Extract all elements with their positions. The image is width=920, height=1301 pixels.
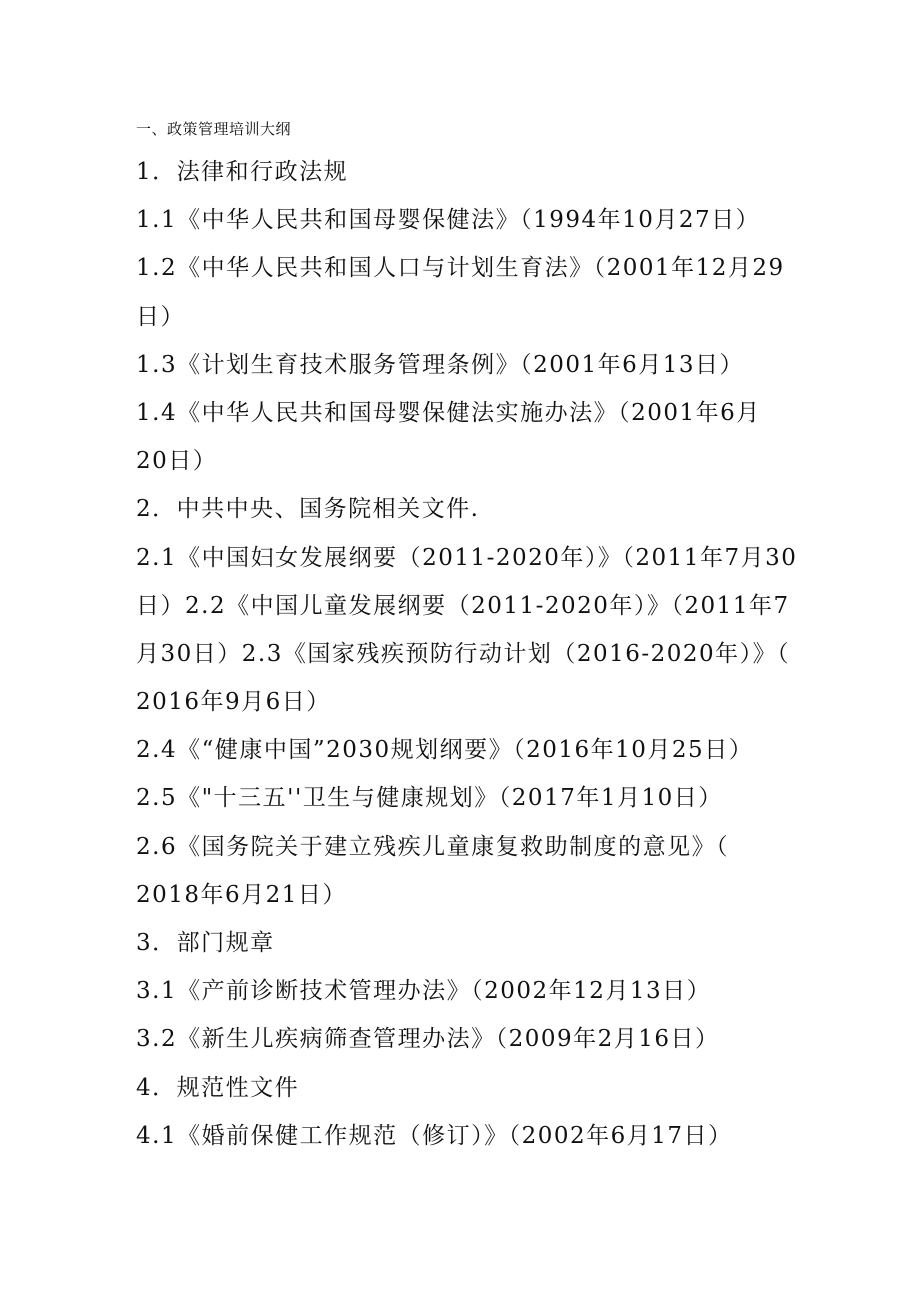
section-4-title: 4．规范性文件 [136,1074,300,1101]
text-line: 2018年6月21日） [136,881,347,908]
text-line: 2.4《“健康中国”2030规划纲要》（2016年10月25日） [136,737,754,764]
section-3-title: 3．部门规章 [136,930,275,956]
text-line: 1.3《计划生育技术服务管理条例》（2001年6月13日） [136,351,745,378]
text-line: 月30日）2.3《国家残疾预防行动计划（2016-2020年）》（ [136,640,791,667]
text-line: 1.4《中华人民共和国母婴保健法实施办法》（2001年6月 [136,399,761,426]
text-line: 3.1《产前诊断技术管理办法》（2002年12月13日） [136,978,712,1005]
section-1-title: 1．法律和行政法规 [136,159,349,185]
text-line: 2016年9月6日） [136,689,331,716]
text-line: 20日） [136,448,218,475]
outline-body [136,148,796,1160]
text-line: 日） [136,303,185,330]
outline-heading: 一、政策管理培训大纲 [136,120,292,138]
text-line: 2.1《中国妇女发展纲要（2011-2020年）》（2011年7月30 [136,544,798,571]
text-line: 2.6《国务院关于建立残疾儿童康复救助制度的意见》（ [136,833,730,860]
text-line: 日）2.2《中国儿童发展纲要（2011-2020年）》（2011年7 [136,592,790,619]
text-line: 4.1《婚前保健工作规范（修订）》（2002年6月17日） [136,1122,733,1149]
text-line: 1.2《中华人民共和国人口与计划生育法》（2001年12月29 [136,255,785,282]
text-line: 3.2《新生儿疾病筛查管理办法》（2009年2月16日） [136,1026,720,1053]
text-line: 2.5《"十三五''卫生与健康规划》（2017年1月10日） [136,785,723,812]
section-2-title: 2．中共中央、国务院相关文件. [136,496,480,523]
text-line: 1.1《中华人民共和国母婴保健法》（1994年10月27日） [136,207,761,234]
